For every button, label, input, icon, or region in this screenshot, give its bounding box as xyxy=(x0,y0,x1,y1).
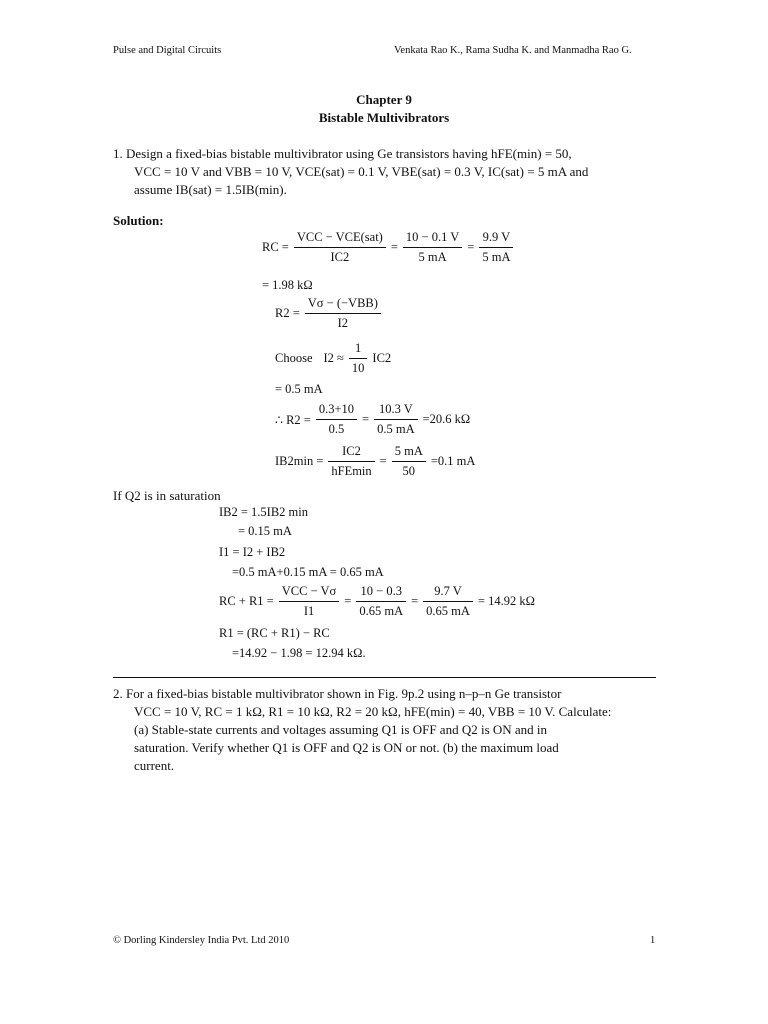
saturation-ib2: IB2 = 1.5IB2 min xyxy=(219,505,308,519)
saturation-ib2-value: = 0.15 mA xyxy=(238,524,292,538)
problem1-line1: 1. Design a fixed-bias bistable multivibrator using Ge transistors having hFE(min) = 50, xyxy=(113,146,572,161)
equals-sign: = xyxy=(467,240,475,254)
solution-label: Solution: xyxy=(113,213,164,228)
choose-fraction xyxy=(349,341,368,376)
rc-numerator-2: 10 − 0.1 V xyxy=(403,230,462,248)
rc-r1-fraction-3 xyxy=(423,584,473,619)
equals-sign: = xyxy=(390,240,398,254)
ib2-result: =0.1 mA xyxy=(430,454,476,468)
rc-fraction xyxy=(294,230,386,265)
header-authors: Venkata Rao K., Rama Sudha K. and Manmadha Rao G. xyxy=(394,45,632,56)
equals-sign: = xyxy=(411,594,419,608)
problem2-line2: VCC = 10 V, RC = 1 kΩ, R1 = 10 kΩ, R2 = 20 kΩ, hFE(min) = 40, VBB = 10 V. Calculate: xyxy=(134,704,612,719)
r2-calc-result: =20.6 kΩ xyxy=(422,412,471,426)
r2-lhs: R2 = xyxy=(275,306,300,320)
r1-equation: R1 = (RC + R1) − RC xyxy=(219,626,330,640)
rc-r1-result: = 14.92 kΩ xyxy=(477,594,535,608)
footer-copyright: © Dorling Kindersley India Pvt. Ltd 2010 xyxy=(113,935,290,946)
ib2-fraction xyxy=(328,444,374,479)
rc-r1-equation xyxy=(219,584,535,619)
header-book-title: Pulse and Digital Circuits xyxy=(113,45,222,56)
rc-r1-denominator-3: 0.65 mA xyxy=(426,604,470,618)
rc-denominator: IC2 xyxy=(330,250,350,264)
r2-numerator: Vσ − (−VBB) xyxy=(305,296,381,314)
rc-fraction-2 xyxy=(403,230,462,265)
rc-denominator-3: 5 mA xyxy=(482,250,511,264)
ib2-numerator-2: 5 mA xyxy=(392,444,426,462)
choose-label: Choose xyxy=(275,351,313,365)
equals-sign: = xyxy=(344,594,352,608)
r2-fraction xyxy=(305,296,381,331)
saturation-intro: If Q2 is in saturation xyxy=(113,488,221,503)
rc-denominator-2: 5 mA xyxy=(418,250,447,264)
rc-fraction-3 xyxy=(479,230,513,265)
rc-equation xyxy=(262,230,515,265)
r2-calc-lhs: ∴ R2 = xyxy=(275,412,311,427)
rc-r1-denominator: I1 xyxy=(303,604,315,618)
r2-calc-numerator: 0.3+10 xyxy=(316,402,357,420)
r2-calc-denominator: 0.5 xyxy=(328,422,345,436)
ib2-denominator-2: 50 xyxy=(402,464,416,478)
rc-r1-fraction xyxy=(279,584,340,619)
chapter-title: Bistable Multivibrators xyxy=(318,110,450,125)
ib2-denominator: hFEmin xyxy=(331,464,372,478)
equals-sign: = xyxy=(362,412,370,426)
chapter-number: Chapter 9 xyxy=(356,92,412,107)
rc-numerator-3: 9.9 V xyxy=(479,230,513,248)
rc-lhs: RC = xyxy=(262,240,289,254)
page-number: 1 xyxy=(650,935,656,946)
saturation-i1: I1 = I2 + IB2 xyxy=(219,545,286,559)
ib2-equation xyxy=(275,444,475,479)
saturation-i1-value: =0.5 mA+0.15 mA = 0.65 mA xyxy=(232,565,384,579)
choose-numerator: 1 xyxy=(349,341,368,359)
rc-r1-lhs: RC + R1 = xyxy=(219,594,274,608)
r2-calc-fraction xyxy=(316,402,357,437)
choose-rhs: IC2 xyxy=(372,351,392,365)
r2-calc-fraction-2 xyxy=(374,402,418,437)
r2-denominator: I2 xyxy=(337,316,349,330)
r2-calc-denominator-2: 0.5 mA xyxy=(377,422,415,436)
r1-result: =14.92 − 1.98 = 12.94 kΩ. xyxy=(232,646,366,660)
problem1-line3: assume IB(sat) = 1.5IB(min). xyxy=(134,182,287,197)
ib2-fraction-2 xyxy=(392,444,426,479)
choose-equation xyxy=(275,341,391,376)
problem1-line2: VCC = 10 V and VBB = 10 V, VCE(sat) = 0.1 V, VBE(sat) = 0.3 V, IC(sat) = 5 mA and xyxy=(134,164,589,179)
r2-calc-numerator-2: 10.3 V xyxy=(374,402,418,420)
r2-calc-equation xyxy=(275,402,470,437)
rc-r1-numerator: VCC − Vσ xyxy=(279,584,340,602)
ib2-numerator: IC2 xyxy=(328,444,374,462)
problem2-line5: current. xyxy=(134,758,175,773)
i2-value: = 0.5 mA xyxy=(275,382,323,396)
equals-sign: = xyxy=(379,454,387,468)
rc-r1-numerator-2: 10 − 0.3 xyxy=(356,584,406,602)
choose-denominator: 10 xyxy=(351,361,365,375)
r2-equation xyxy=(275,296,383,331)
rc-numerator: VCC − VCE(sat) xyxy=(294,230,386,248)
problem2-line4: saturation. Verify whether Q1 is OFF and Q2 is ON or not. (b) the maximum load xyxy=(134,740,559,755)
rc-r1-denominator-2: 0.65 mA xyxy=(359,604,404,618)
choose-lhs: I2 ≈ xyxy=(323,351,344,365)
rc-result: = 1.98 kΩ xyxy=(262,278,313,292)
problem2-line3: (a) Stable-state currents and voltages assuming Q1 is OFF and Q2 is ON and in xyxy=(134,722,548,737)
rc-r1-fraction-2 xyxy=(356,584,406,619)
problem2-line1: 2. For a fixed-bias bistable multivibrator shown in Fig. 9p.2 using n–p–n Ge transistor xyxy=(113,686,562,701)
ib2-lhs: IB2min = xyxy=(275,454,324,468)
section-divider xyxy=(113,677,656,678)
rc-r1-numerator-3: 9.7 V xyxy=(423,584,473,602)
